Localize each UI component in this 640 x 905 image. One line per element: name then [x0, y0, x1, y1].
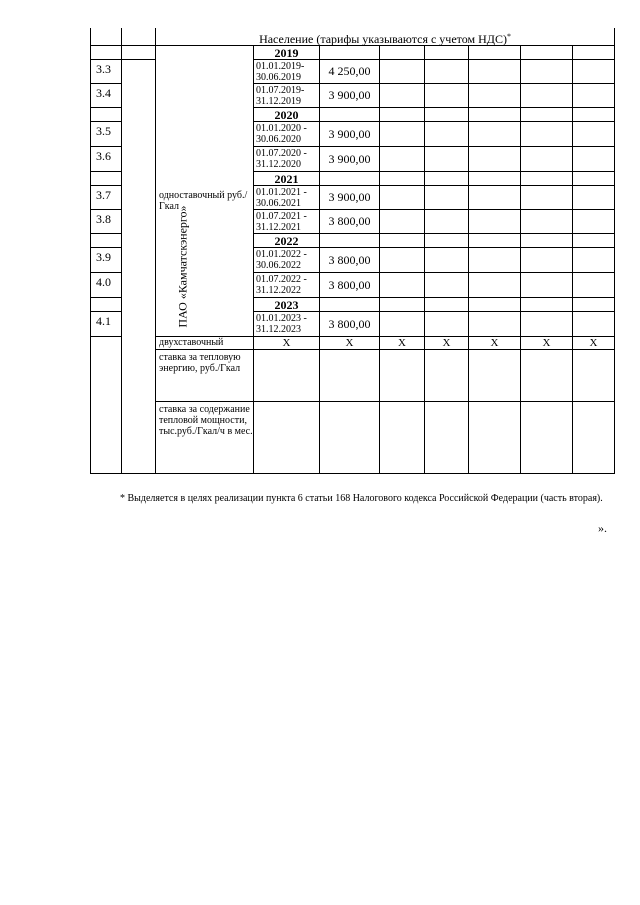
tariff-value: 3 800,00 — [320, 248, 380, 273]
blank-cell — [91, 234, 122, 248]
x-mark: Х — [521, 337, 573, 350]
year-label: 2022 — [254, 234, 320, 248]
tariff-value: 3 900,00 — [320, 186, 380, 210]
tariff-value: 3 800,00 — [320, 273, 380, 298]
header-title: Население (тарифы указываются с учетом НДС) — [259, 32, 507, 46]
period-cell: 01.01.2022 - 30.06.2022 — [254, 248, 320, 273]
two-rate-row — [91, 337, 615, 350]
x-mark: Х — [254, 337, 320, 350]
row-number: 3.9 — [91, 248, 122, 273]
tariff-value: 3 900,00 — [320, 84, 380, 108]
header-empty-cell — [122, 28, 156, 46]
period-cell: 01.07.2019-31.12.2019 — [254, 84, 320, 108]
x-mark: Х — [469, 337, 521, 350]
row-number: 3.4 — [91, 84, 122, 108]
period-cell: 01.07.2020 - 31.12.2020 — [254, 147, 320, 172]
blank-cell — [91, 46, 122, 60]
blank-cell — [91, 108, 122, 122]
period-cell: 01.01.2019-30.06.2019 — [254, 60, 320, 84]
two-rate-label: двухставочный — [156, 337, 254, 350]
period-cell: 01.07.2021 - 31.12.2021 — [254, 210, 320, 234]
energy-rate-label: ставка за тепловую энергию, руб./Гкал — [156, 350, 254, 402]
footnote: * Выделяется в целях реализации пункта 6 статьи 168 Налогового кодекса Российской Федерации (часть вторая). — [120, 493, 603, 504]
year-label: 2019 — [254, 46, 320, 60]
header-empty-cell — [91, 28, 122, 46]
row-number: 3.6 — [91, 147, 122, 172]
x-mark: Х — [380, 337, 425, 350]
row-number: 3.8 — [91, 210, 122, 234]
tariff-value: 3 800,00 — [320, 210, 380, 234]
energy-rate-row — [91, 350, 615, 402]
blank-cell — [91, 298, 122, 312]
header-footnote-mark: * — [506, 32, 511, 41]
row-number: 3.3 — [91, 60, 122, 84]
row-number: 4.0 — [91, 273, 122, 298]
row-number: 3.7 — [91, 186, 122, 210]
closing-quote: ». — [598, 521, 607, 535]
tariff-value: 3 800,00 — [320, 312, 380, 337]
organization-name: ПАО «Камчатскэнерго» — [175, 204, 190, 328]
period-cell: 01.01.2020 - 30.06.2020 — [254, 122, 320, 147]
year-label: 2023 — [254, 298, 320, 312]
table-header-row — [91, 28, 615, 46]
year-row — [91, 46, 615, 60]
year-label: 2021 — [254, 172, 320, 186]
organization-cell — [122, 60, 190, 474]
tariff-value: 4 250,00 — [320, 60, 380, 84]
population-header — [156, 28, 615, 46]
period-cell: 01.01.2021 - 30.06.2021 — [254, 186, 320, 210]
capacity-rate-label: ставка за содержание тепловой мощности, тыс.руб./Гкал/ч в мес. — [156, 402, 254, 474]
x-mark: Х — [573, 337, 615, 350]
tariff-value: 3 900,00 — [320, 147, 380, 172]
blank-cell — [91, 172, 122, 186]
capacity-rate-row — [91, 402, 615, 474]
single-rate-label: одноставочный руб./Гкал — [159, 190, 248, 212]
year-label: 2020 — [254, 108, 320, 122]
period-cell: 01.01.2023 - 31.12.2023 — [254, 312, 320, 337]
row-number: 4.1 — [91, 312, 122, 337]
blank-cell — [122, 46, 156, 60]
blank-cell — [91, 337, 122, 474]
row-number: 3.5 — [91, 122, 122, 147]
tariff-value: 3 900,00 — [320, 122, 380, 147]
single-rate-cell — [156, 46, 254, 337]
period-cell: 01.07.2022 - 31.12.2022 — [254, 273, 320, 298]
x-mark: Х — [320, 337, 380, 350]
x-mark: Х — [425, 337, 469, 350]
tariff-table — [90, 28, 615, 474]
